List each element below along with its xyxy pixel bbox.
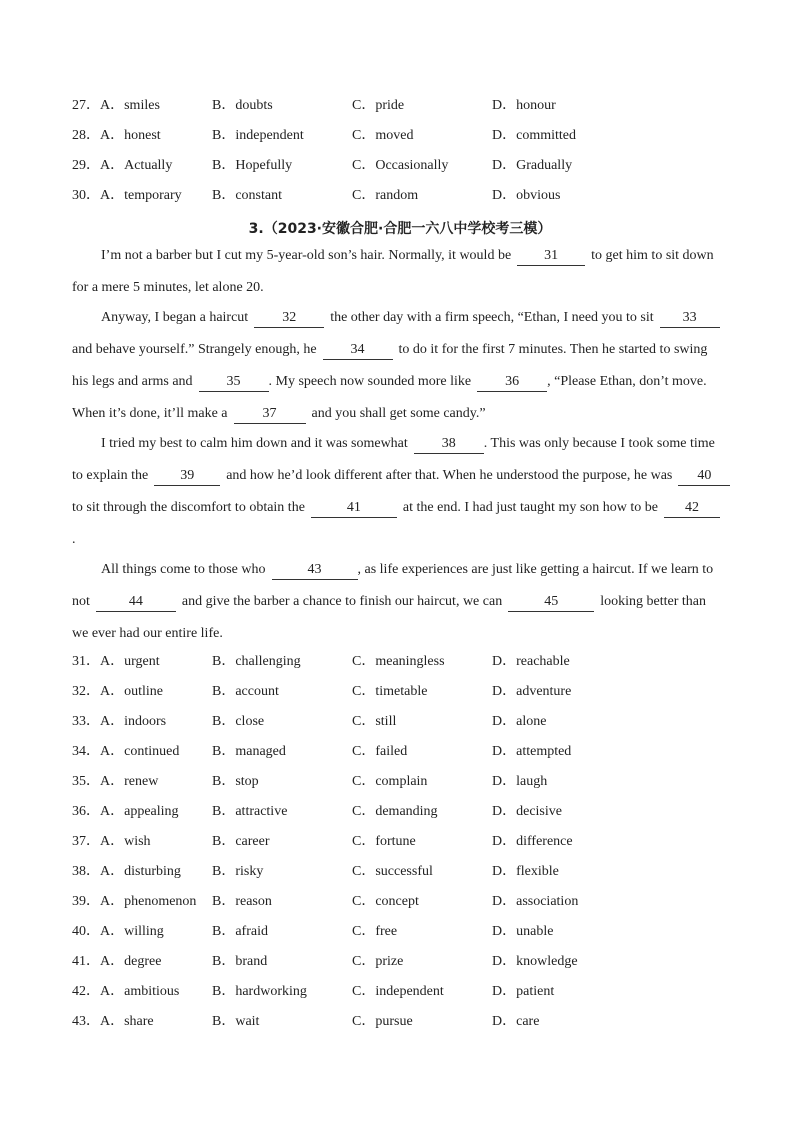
blank-31: 31 [517,247,585,266]
option-c: C．failed [352,744,408,759]
blank-32: 32 [254,309,324,328]
question-number: 39． [72,894,100,909]
question-28-option-d: D．committed [492,128,576,143]
option-d: D．laugh [492,774,548,789]
option-a [72,682,163,702]
passage-line [72,623,223,645]
passage-text: and how he’d look different after that. When he understood the purpose, he was [226,468,673,483]
question-27-option-a [72,96,160,116]
question-29-option-c: C．Occasionally [352,158,449,173]
option-b: B．reason [212,894,272,909]
question-number: 33． [72,714,100,729]
passage-text: to do it for the first 7 minutes. Then he started to swing [398,342,708,357]
option-c: C．timetable [352,684,428,699]
passage-text: for a mere 5 minutes, let alone 20. [72,280,264,295]
blank-35: 35 [199,373,269,392]
question-27-option-d: D．honour [492,98,556,113]
option-b: B．brand [212,954,268,969]
question-number: 42． [72,984,100,999]
question-number: 40． [72,924,100,939]
option-b: B．risky [212,864,264,879]
passage-line [72,591,706,613]
question-number: 41． [72,954,100,969]
option-a-text: A．wish [100,834,151,849]
option-a [72,892,196,912]
option-a-text: A．honest [100,128,161,143]
question-number: 36． [72,804,100,819]
blank-37: 37 [234,405,306,424]
question-number: 38． [72,864,100,879]
blank-34: 34 [323,341,393,360]
blank-39: 39 [154,467,220,486]
passage-text: and you shall get some candy.” [311,406,486,421]
passage-text: to sit through the discomfort to obtain the [72,500,305,515]
passage-text: to get him to sit down [591,248,714,263]
question-28-option-c: C．moved [352,128,414,143]
passage-text: we ever had our entire life. [72,626,223,641]
option-d: D．reachable [492,654,570,669]
option-a [72,922,164,942]
option-d: D．care [492,1014,540,1029]
blank-44: 44 [96,593,176,612]
section-title: 3.（2023·安徽合肥·合肥一六八中学校考三模） [248,221,552,237]
question-29-option-a [72,156,172,176]
option-a [72,952,161,972]
passage-text: I tried my best to calm him down and it was somewhat [101,436,408,451]
option-a [72,772,158,792]
blank-33: 33 [660,309,720,328]
passage-line [101,307,720,329]
option-c: C．meaningless [352,654,445,669]
blank-41: 41 [311,499,397,518]
option-a-text: A．temporary [100,188,182,203]
option-a [72,802,179,822]
option-b: B．attractive [212,804,288,819]
passage-text: and give the barber a chance to finish our haircut, we can [181,594,503,609]
passage-text: , as life experiences are just like getting a haircut. If we learn to [357,562,714,577]
option-a [72,742,179,762]
blank-45: 45 [508,593,594,612]
question-number: 27． [72,98,100,113]
question-27-option-b: B．doubts [212,98,273,113]
question-number: 30． [72,188,100,203]
question-number: 34． [72,744,100,759]
option-d: D．knowledge [492,954,578,969]
passage-line [72,529,76,551]
passage-text: When it’s done, it’ll make a [72,406,228,421]
question-30-option-b: B．constant [212,188,282,203]
passage-line [72,403,486,425]
option-a-text: A．indoors [100,714,167,729]
passage-line [72,497,720,519]
option-c: C．fortune [352,834,416,849]
question-number: 32． [72,684,100,699]
option-d: D．attempted [492,744,572,759]
option-a [72,832,151,852]
passage-line [72,465,730,487]
passage-line [101,433,715,455]
option-a-text: A．renew [100,774,159,789]
passage-text: his legs and arms and [72,374,193,389]
question-number: 35． [72,774,100,789]
option-a-text: A．appealing [100,804,179,819]
option-c: C．demanding [352,804,438,819]
question-30-option-a [72,186,182,206]
question-29-option-b: B．Hopefully [212,158,293,173]
passage-text: and behave yourself.” Strangely enough, he [72,342,317,357]
question-29-option-d: D．Gradually [492,158,573,173]
option-d: D．patient [492,984,555,999]
question-27-option-c: C．pride [352,98,405,113]
option-b: B．afraid [212,924,268,939]
option-b: B．challenging [212,654,301,669]
option-b: B．career [212,834,270,849]
option-c: C．still [352,714,397,729]
passage-text: Anyway, I began a haircut [101,310,249,325]
blank-36: 36 [477,373,547,392]
blank-43: 43 [272,561,358,580]
option-a-text: A．ambitious [100,984,180,999]
passage-line [101,245,714,267]
option-d: D．decisive [492,804,562,819]
passage-line [72,339,707,361]
option-a-text: A．Actually [100,158,173,173]
question-number: 31． [72,654,100,669]
passage-text: not [72,594,90,609]
option-c: C．concept [352,894,419,909]
passage-text: . [72,532,76,547]
option-b: B．close [212,714,265,729]
question-30-option-c: C．random [352,188,419,203]
question-28-option-b: B．independent [212,128,304,143]
passage-text: I’m not a barber but I cut my 5-year-old son’s hair. Normally, it would be [101,248,512,263]
passage-text: . My speech now sounded more like [268,374,472,389]
blank-40: 40 [678,467,730,486]
option-a-text: A．share [100,1014,154,1029]
option-c: C．successful [352,864,433,879]
question-number: 29． [72,158,100,173]
option-d: D．association [492,894,579,909]
question-number: 37． [72,834,100,849]
option-a-text: A．willing [100,924,164,939]
option-a [72,982,179,1002]
option-c: C．pursue [352,1014,413,1029]
option-d: D．alone [492,714,547,729]
option-a-text: A．urgent [100,654,160,669]
option-b: B．account [212,684,279,699]
option-c: C．complain [352,774,428,789]
passage-line [101,559,713,581]
option-a-text: A．degree [100,954,162,969]
passage-text: . This was only because I took some time [483,436,715,451]
option-a-text: A．disturbing [100,864,181,879]
passage-line [72,371,707,393]
option-a [72,862,181,882]
passage-text: the other day with a firm speech, “Ethan, I need you to sit [330,310,654,325]
option-c: C．independent [352,984,444,999]
option-a [72,652,160,672]
passage-text: All things come to those who [101,562,266,577]
option-c: C．prize [352,954,404,969]
option-a-text: A．phenomenon [100,894,197,909]
option-a [72,1012,154,1032]
passage-text: looking better than [600,594,706,609]
option-b: B．stop [212,774,259,789]
option-d: D．flexible [492,864,559,879]
option-a-text: A．continued [100,744,180,759]
option-b: B．hardworking [212,984,307,999]
blank-38: 38 [414,435,484,454]
option-c: C．free [352,924,398,939]
passage-line [72,277,264,299]
question-number: 28． [72,128,100,143]
option-b: B．wait [212,1014,260,1029]
passage-text: at the end. I had just taught my son how to be [402,500,658,515]
question-28-option-a [72,126,161,146]
option-a [72,712,166,732]
passage-text: to explain the [72,468,149,483]
passage-text: , “Please Ethan, don’t move. [547,374,707,389]
option-d: D．adventure [492,684,572,699]
option-b: B．managed [212,744,286,759]
question-30-option-d: D．obvious [492,188,561,203]
option-d: D．unable [492,924,554,939]
question-number: 43． [72,1014,100,1029]
blank-42: 42 [664,499,720,518]
option-a-text: A．smiles [100,98,160,113]
option-d: D．difference [492,834,573,849]
option-a-text: A．outline [100,684,163,699]
